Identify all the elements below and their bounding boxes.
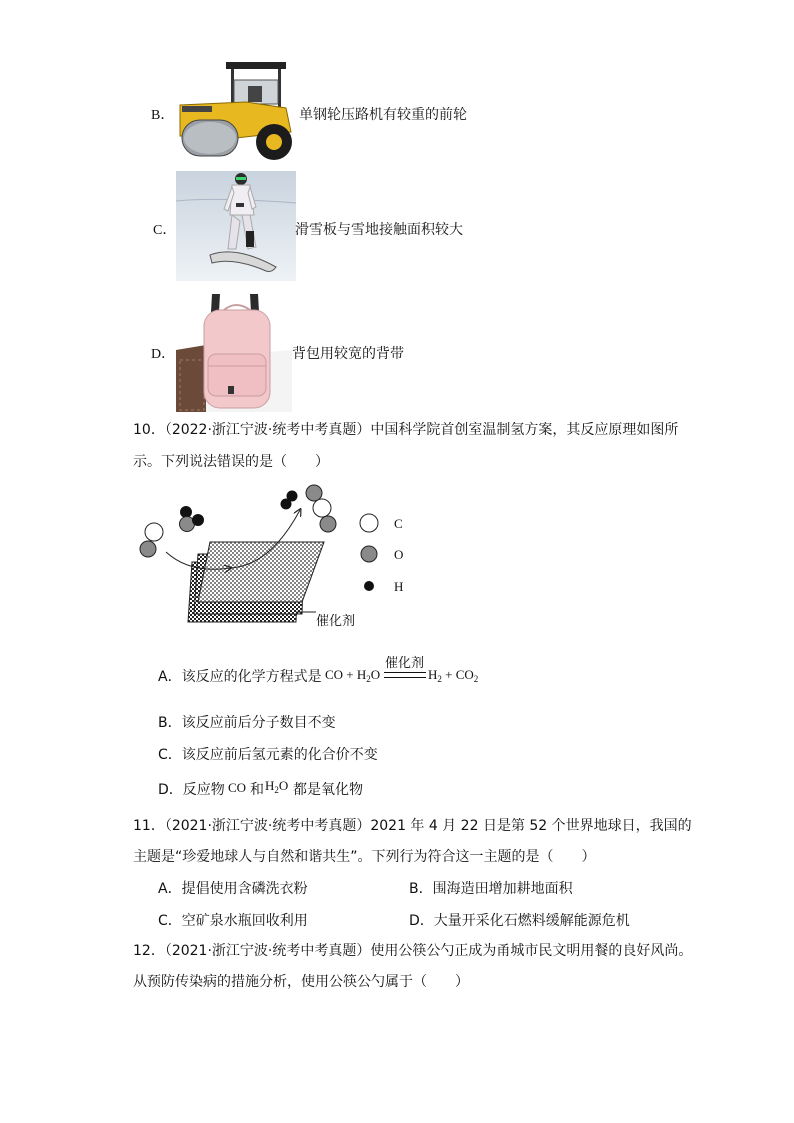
formula-h2o: $H_2O$ <box>265 778 289 795</box>
product-oxygen-atom-2 <box>320 516 336 532</box>
equation-left: CO + $H_2O$ <box>325 667 381 684</box>
q11-option-c: C．空矿泉水瓶回收利用 <box>158 913 308 929</box>
legend-carbon-symbol <box>360 514 378 532</box>
option-d-letter: D． <box>151 347 176 362</box>
q10-option-d-and: 和 <box>250 782 264 798</box>
formula-co: CO <box>228 780 247 795</box>
catalyst-label: 催化剂 <box>316 614 356 629</box>
q12-stem-line2: 从预防传染病的措施分析，使用公筷公勺属于（ ） <box>133 974 469 990</box>
q12-stem-line1: 12．（2021·浙江宁波·统考中考真题）使用公筷公勺正成为甬城市民文明用餐的良好风尚。 <box>133 943 693 959</box>
q11-option-b: B．围海造田增加耕地面积 <box>409 881 573 897</box>
legend-label-o: O <box>394 547 404 562</box>
q10-option-d-prefix: D．反应物 <box>158 782 225 798</box>
q11-option-a: A．提倡使用含磷洗衣粉 <box>158 881 308 897</box>
legend-oxygen-symbol <box>361 546 377 562</box>
q10-stem-line2: 示。下列说法错误的是（ ） <box>133 454 329 470</box>
q10-option-d-suffix: 都是氧化物 <box>293 782 363 798</box>
option-b-letter: B． <box>151 108 175 123</box>
snowboarder-photo <box>176 171 296 281</box>
equation-condition: 催化剂 <box>385 656 425 671</box>
q10-stem-line1: 10．（2022·浙江宁波·统考中考真题）中国科学院首创室温制氢方案，其反应原理如图所 <box>133 422 679 438</box>
legend-label-c: C <box>394 516 403 531</box>
q11-stem-line1: 11．（2021·浙江宁波·统考中考真题）2021 年 4 月 22 日是第 52 个世界地球日，我国的 <box>133 818 692 834</box>
q10-option-a-prefix: A．该反应的化学方程式是 <box>158 669 322 685</box>
q10-option-c: C．该反应前后氢元素的化合价不变 <box>158 747 378 763</box>
road-roller-photo <box>176 60 296 164</box>
product-carbon-atom <box>313 499 331 517</box>
reactant-carbon-atom <box>145 523 163 541</box>
option-b-text: 单钢轮压路机有较重的前轮 <box>299 107 467 123</box>
reactant-hydrogen-atom-2 <box>192 514 204 526</box>
catalyst-plate-front <box>198 542 324 602</box>
legend-hydrogen-symbol <box>364 581 374 591</box>
q11-option-d: D．大量开采化石燃料缓解能源危机 <box>409 913 630 929</box>
q10-option-b: B．该反应前后分子数目不变 <box>158 715 336 731</box>
option-c-letter: C． <box>153 223 177 238</box>
equation-equals-sign <box>384 672 426 678</box>
backpack-photo <box>176 290 292 412</box>
legend-label-h: H <box>394 579 404 594</box>
product-oxygen-atom-1 <box>306 485 322 501</box>
reactant-oxygen-atom <box>140 541 156 557</box>
reaction-diagram <box>130 482 430 632</box>
option-d-text: 背包用较宽的背带 <box>292 346 404 362</box>
product-hydrogen-atom-2 <box>281 499 292 510</box>
q11-stem-line2: 主题是“珍爱地球人与自然和谐共生”。下列行为符合这一主题的是（ ） <box>133 849 596 865</box>
equation-right: $H_2 + CO_2$ <box>428 667 479 684</box>
option-c-text: 滑雪板与雪地接触面积较大 <box>295 222 463 238</box>
